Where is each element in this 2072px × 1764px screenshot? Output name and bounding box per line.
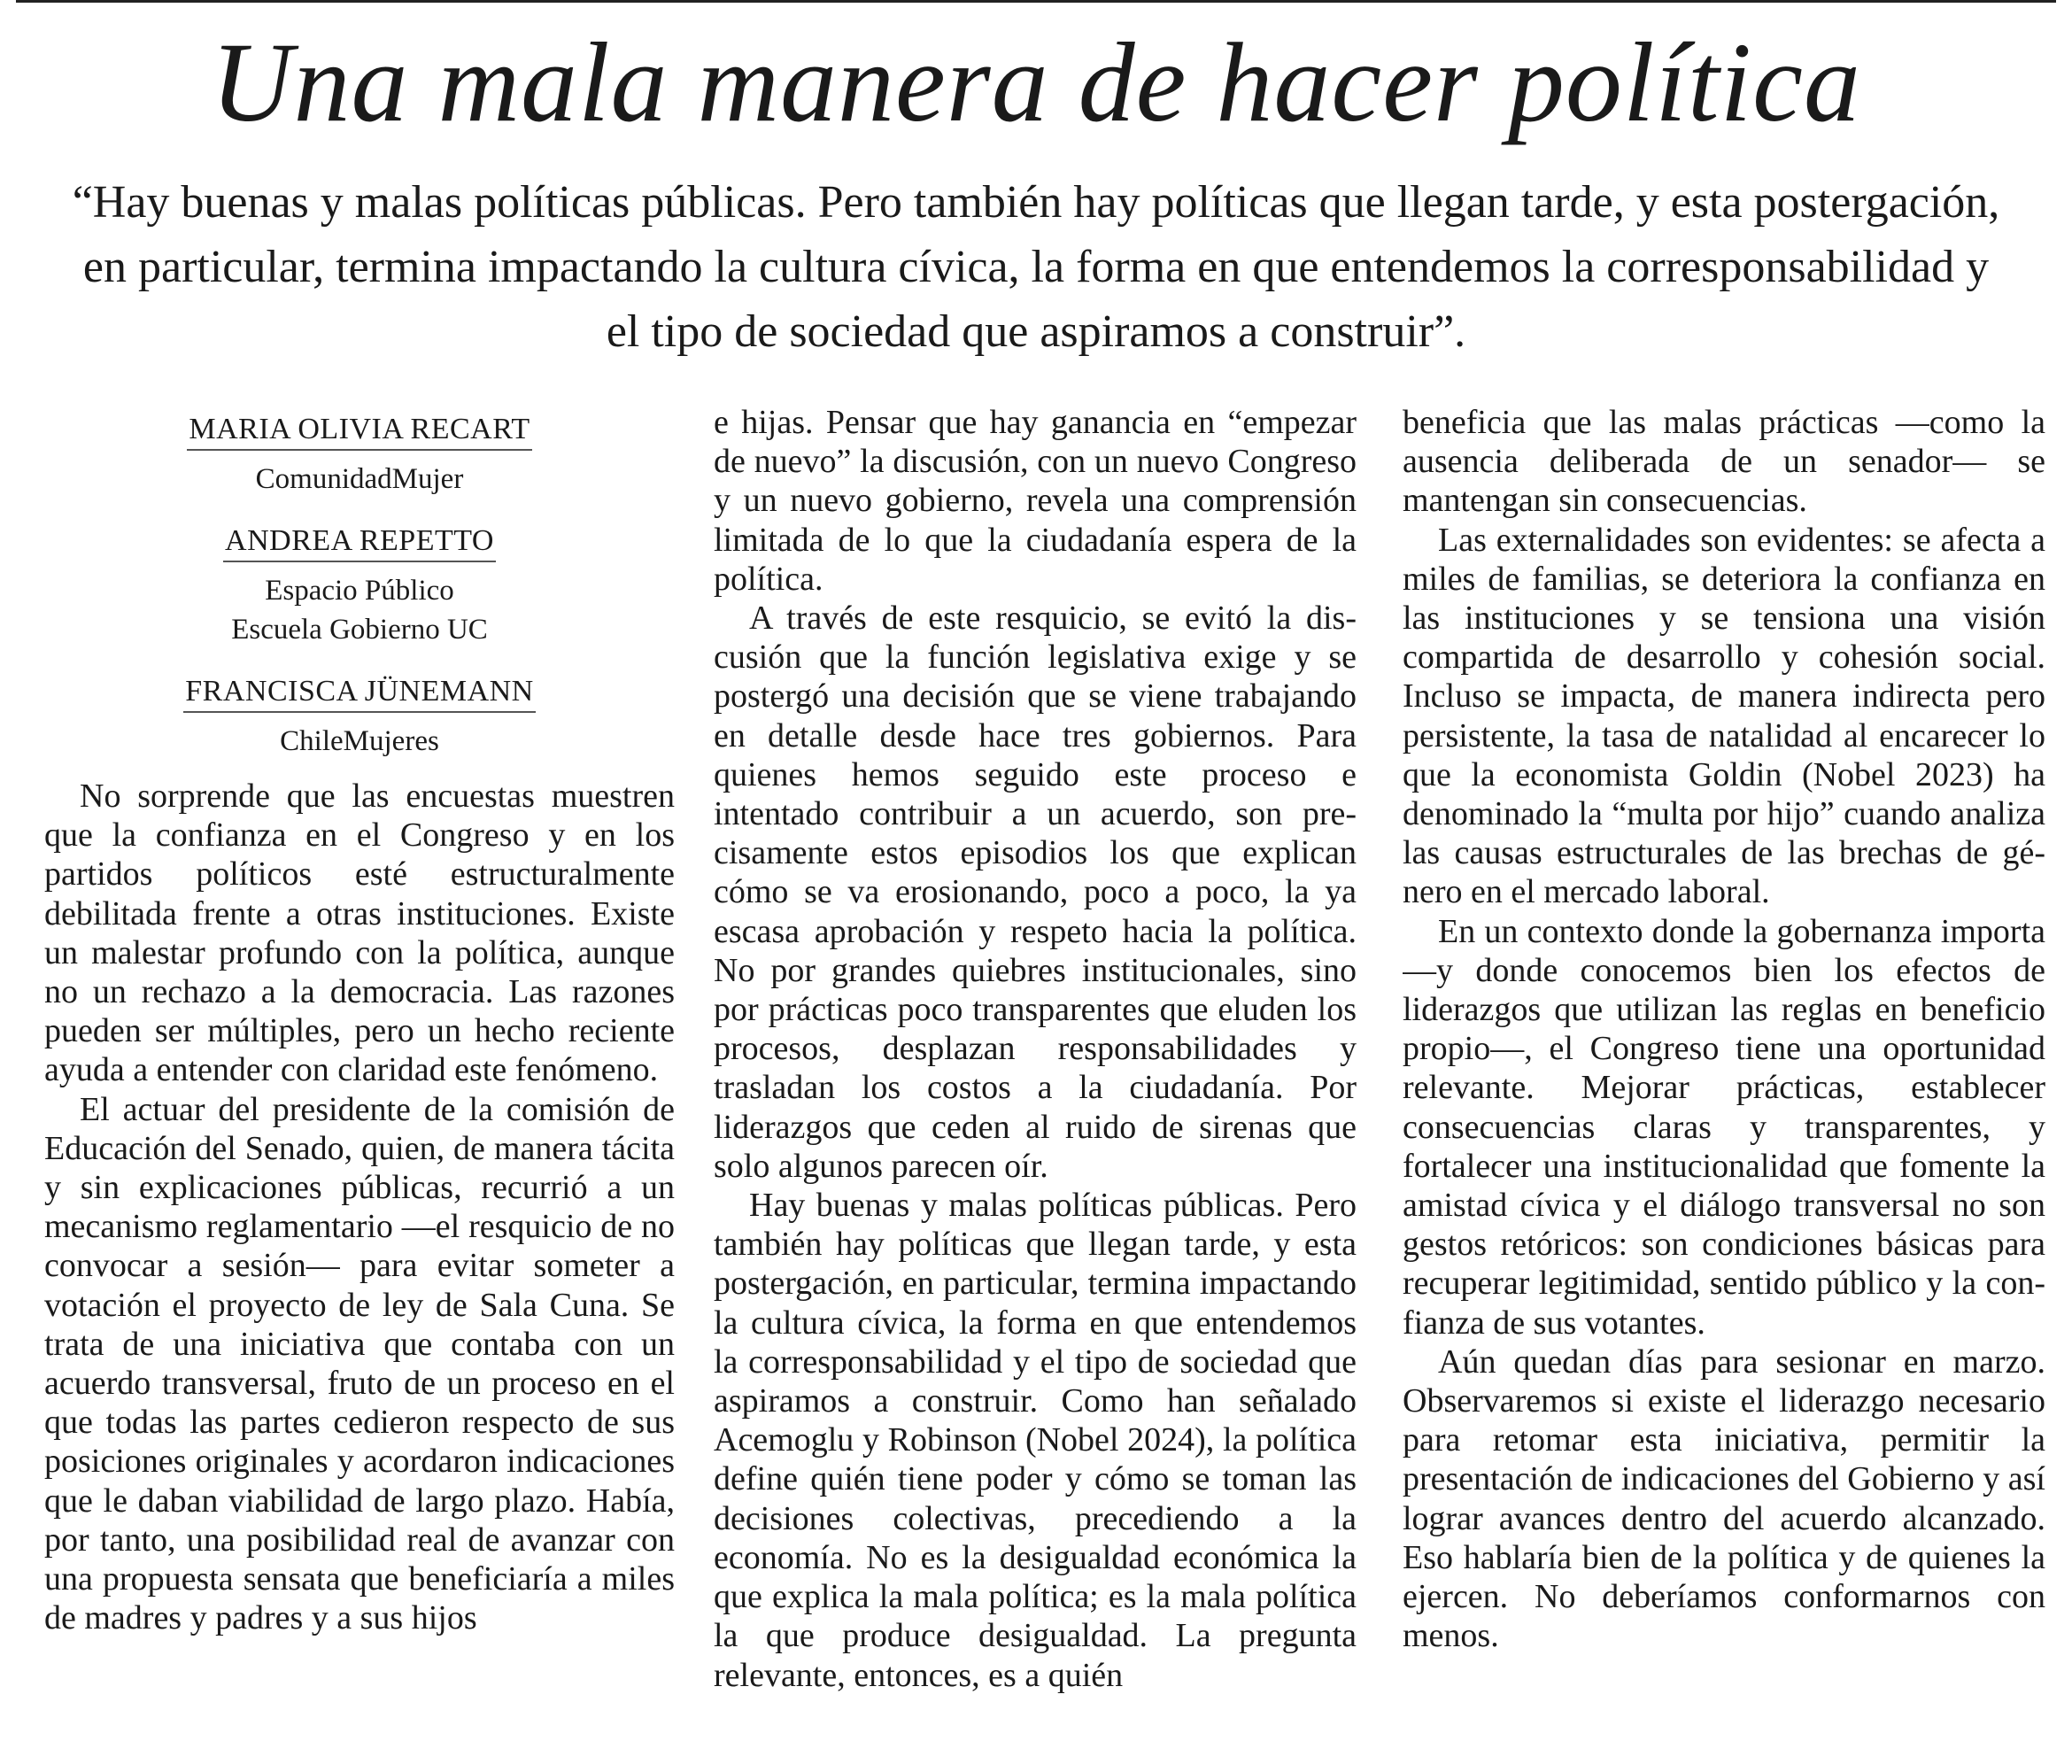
author-name: FRANCISCA JÜNEMANN bbox=[183, 672, 535, 713]
bylines bbox=[44, 403, 675, 761]
body-paragraph: Hay buenas y malas políticas públicas. Pero también hay políticas que llegan tarde, y esta postergación, en particular, termina impactando la cultura cívica, la forma en que entendemos la corresponsabilidad y el tipo de sociedad que aspiramos a construir. Como han señalado Acemoglu y Robinson (Nobel 2024), la política define quién tiene poder y cómo se toman las decisiones colectivas, precediendo a la economía. No es la desigualdad económica la que explica la mala política; es la mala política la que produce desigualdad. La pregunta relevante, entonces, es a quién bbox=[714, 1187, 1357, 1694]
body-paragraph: e hijas. Pensar que hay ganancia en “empezar de nuevo” la discusión, con un nuevo Congreso y un nuevo gobierno, revela una comprensión limitada de lo que la ciudadanía espera de la política. bbox=[714, 404, 1357, 598]
body-paragraph: beneficia que las malas prácticas —como la ausencia deliberada de un senador— se mantengan sin consecuencias. bbox=[1403, 404, 2045, 520]
pull-quote: “Hay buenas y malas políticas públicas. Pero también hay políticas que llegan tarde, y esta postergación, en particular, termina impactando la cultura cívica, la forma en que entendemos la corresponsabilidad y el tipo de sociedad que aspiramos a construir”. bbox=[72, 177, 2000, 357]
column-3 bbox=[1403, 403, 2045, 1731]
author-affiliation: Escuela Gobierno UC bbox=[231, 614, 488, 646]
author-affiliation: ChileMujeres bbox=[280, 725, 439, 757]
body-paragraph: En un contexto donde la gobernanza importa —y donde conocemos bien los efectos de liderazgos que utilizan las reglas en beneficio propio—, el Congreso tiene una oportunidad relevante. Mejorar prácticas, establecer consecuencias claras y transparentes, y fortalecer una institucionalidad que fomente la amistad cívica y el diálogo transversal no son gestos retóricos: son condiciones básicas para recuperar legitimidad, sentido público y la confianza de sus votantes. bbox=[1403, 912, 2045, 1342]
headline: Una mala manera de hacer política bbox=[211, 19, 1861, 145]
column-1 bbox=[44, 403, 675, 1731]
top-rule bbox=[16, 0, 2056, 3]
body-paragraph: Aún quedan días para sesionar en marzo. Observaremos si existe el liderazgo necesario para retomar esta iniciativa, permitir la presentación de indicaciones del Gobierno y así lograr avances dentro del acuerdo alcanzado. Eso hablaría bien de la política y de quienes la ejercen. No deberíamos conformarnos con menos. bbox=[1403, 1342, 2045, 1655]
body-paragraph: El actuar del presidente de la comisión de Educación del Senado, quien, de manera tácita y sin explicaciones públicas, recurrió a un mecanismo reglamentario —el resquicio de no convocar a sesión— para evitar someter a votación el proyecto de ley de Sala Cuna. Se trata de una iniciativa que contaba con un acuerdo transversal, fruto de un proceso en el que todas las partes cedieron respecto de sus posiciones originales y acordaron indicaciones que le daban viabilidad de largo plazo. Había, por tanto, una posibilidad real de avanzar con una propuesta sensata que beneficiaría a miles de madres y padres y a sus hijos bbox=[44, 1090, 675, 1637]
author-name: ANDREA REPETTO bbox=[223, 522, 496, 562]
body-paragraph: No sorprende que las encuestas muestren que la confianza en el Congreso y en los partidos políticos esté estructuralmente debilitada frente a otras instituciones. Existe un malestar profundo con la política, aunque no un rechazo a la democracia. Las razones pueden ser múltiples, pero un hecho reciente ayuda a entender con claridad este fenómeno. bbox=[44, 778, 675, 1089]
author-affiliation: ComunidadMujer bbox=[255, 463, 464, 495]
author-name: MARIA OLIVIA RECART bbox=[187, 410, 531, 451]
column-2 bbox=[714, 403, 1357, 1731]
body-paragraph: A través de este resquicio, se evitó la discusión que la función legislativa exige y se postergó una decisión que se viene trabajando en detalle desde hace tres gobiernos. Para quienes hemos seguido este proceso e intentado contribuir a un acuerdo, son precisamente estos episodios los que explican cómo se va erosionando, poco a poco, la ya escasa aprobación y respeto hacia la política. No por grandes quiebres institucionales, sino por prácticas poco transparentes que eluden los procesos, desplazan responsabilidades y trasladan los costos a la ciudadanía. Por liderazgos que ceden al ruido de sirenas que solo algunos parecen oír. bbox=[714, 600, 1357, 1185]
body-paragraph: Las externalidades son evidentes: se afecta a miles de familias, se deteriora la confianza en las instituciones y se tensiona una visión compartida de desarrollo y cohesión social. Incluso se impacta, de manera indirecta pero persistente, la tasa de natalidad al encarecer lo que la economista Goldin (Nobel 2023) ha denominado la “multa por hijo” cuando analiza las causas estructurales de las brechas de género en el mercado laboral. bbox=[1403, 521, 2045, 911]
author-affiliation: Espacio Público bbox=[265, 575, 454, 607]
